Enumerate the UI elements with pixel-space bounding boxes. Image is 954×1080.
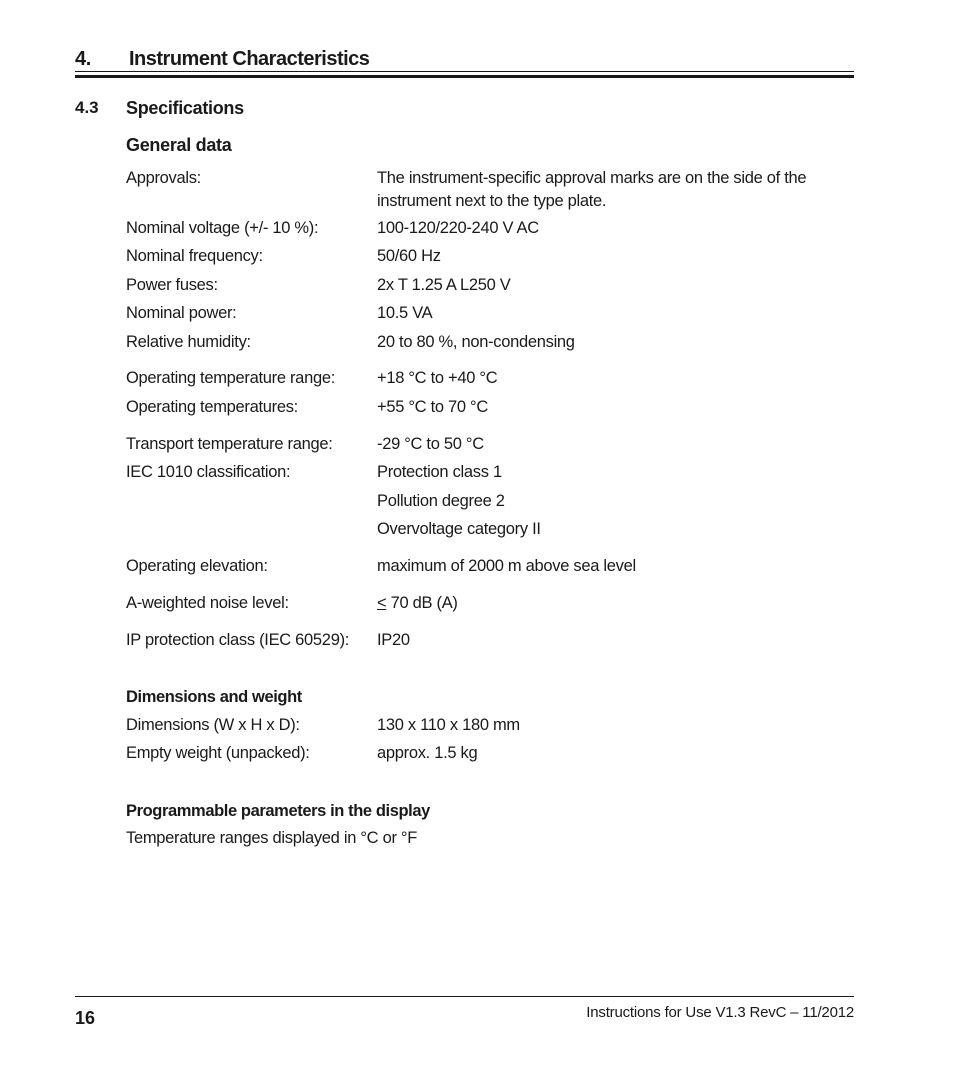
page-number: 16 xyxy=(75,1008,96,1028)
programmable-text: Temperature ranges displayed in °C or °F xyxy=(126,829,418,847)
noise-label: A-weighted noise level: xyxy=(126,594,289,612)
op-temp-range-label: Operating temperature range: xyxy=(126,369,335,387)
footer-document-info: Instructions for Use V1.3 RevC – 11/2012 xyxy=(586,1004,854,1021)
subsection-title: General data xyxy=(126,135,232,155)
chapter-number: 4. xyxy=(75,48,91,70)
power-value: 10.5 VA xyxy=(377,304,433,322)
humidity-label: Relative humidity: xyxy=(126,333,251,351)
section-title: Specifications xyxy=(126,98,244,118)
dimensions-title: Dimensions and weight xyxy=(126,688,302,706)
power-label: Nominal power: xyxy=(126,304,237,322)
header-rule-thick xyxy=(75,75,854,78)
frequency-value: 50/60 Hz xyxy=(377,247,441,265)
noise-value-container xyxy=(377,592,857,615)
noise-value: 70 dB (A) xyxy=(386,594,458,612)
iec-label: IEC 1010 classification: xyxy=(126,463,291,481)
op-temps-value: +55 °C to 70 °C xyxy=(377,398,488,416)
approvals-label: Approvals: xyxy=(126,169,201,187)
fuses-label: Power fuses: xyxy=(126,276,218,294)
iec-value-pollution: Pollution degree 2 xyxy=(377,492,505,510)
weight-value: approx. 1.5 kg xyxy=(377,744,478,762)
iec-value-protection: Protection class 1 xyxy=(377,463,502,481)
header-rule-thin xyxy=(75,71,854,72)
noise-less-equal-symbol: < xyxy=(377,594,387,612)
fuses-value: 2x T 1.25 A L250 V xyxy=(377,276,511,294)
voltage-label: Nominal voltage (+/- 10 %): xyxy=(126,219,319,237)
weight-label: Empty weight (unpacked): xyxy=(126,744,310,762)
elevation-value: maximum of 2000 m above sea level xyxy=(377,557,636,575)
elevation-label: Operating elevation: xyxy=(126,557,268,575)
approvals-value: The instrument-specific approval marks are on the side of the instrument next to the type plate. xyxy=(377,169,807,210)
frequency-label: Nominal frequency: xyxy=(126,247,263,265)
section-number: 4.3 xyxy=(75,98,99,117)
op-temp-range-value: +18 °C to +40 °C xyxy=(377,369,498,387)
programmable-title: Programmable parameters in the display xyxy=(126,802,430,820)
footer-rule xyxy=(75,996,854,997)
ip-label: IP protection class (IEC 60529): xyxy=(126,631,350,649)
transport-temp-label: Transport temperature range: xyxy=(126,435,333,453)
humidity-value: 20 to 80 %, non-condensing xyxy=(377,333,575,351)
transport-temp-value: -29 °C to 50 °C xyxy=(377,435,484,453)
dimensions-value: 130 x 110 x 180 mm xyxy=(377,716,520,734)
chapter-title: Instrument Characteristics xyxy=(129,48,370,70)
op-temps-label: Operating temperatures: xyxy=(126,398,298,416)
voltage-value: 100-120/220-240 V AC xyxy=(377,219,539,237)
ip-value: IP20 xyxy=(377,631,410,649)
dimensions-label: Dimensions (W x H x D): xyxy=(126,716,300,734)
iec-value-overvoltage: Overvoltage category II xyxy=(377,520,541,538)
